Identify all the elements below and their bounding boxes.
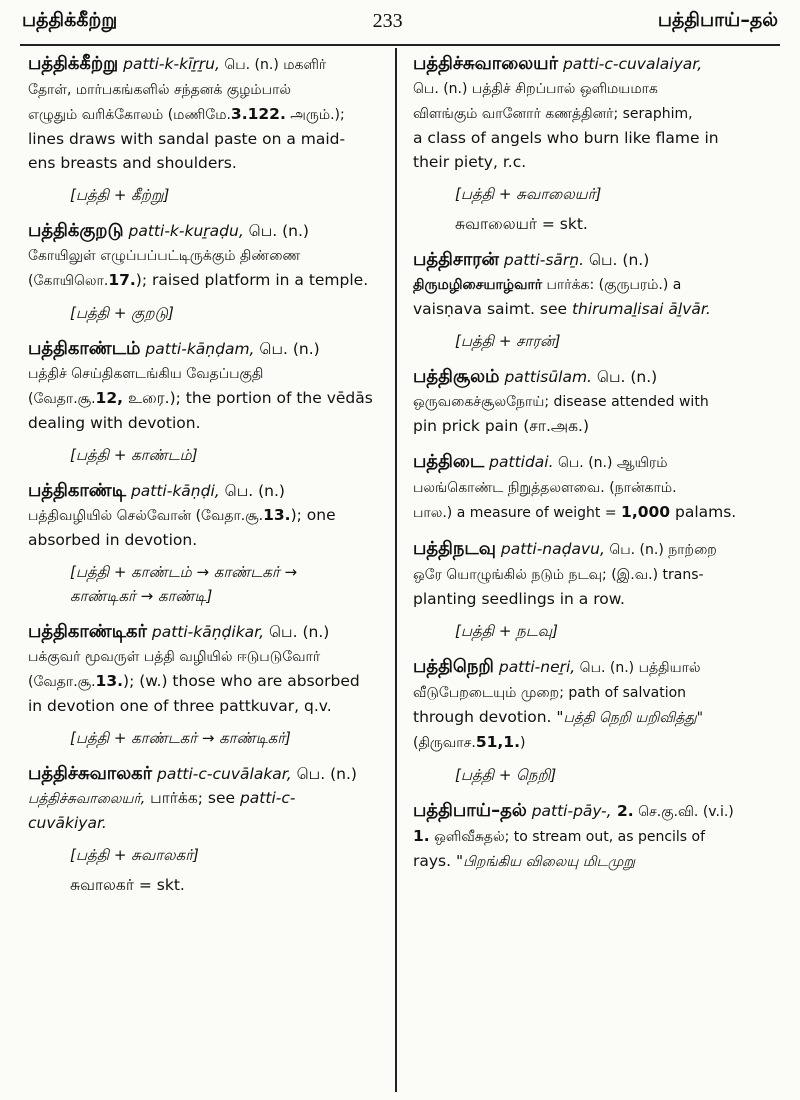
entry-text: their piety, r.c. — [413, 153, 527, 171]
entry-headword: பத்திகாண்டி — [28, 480, 127, 501]
left-running-headword: பத்திக்கீற்று — [22, 8, 118, 31]
entry-text: patti-k-kīṟṟu, — [118, 55, 220, 73]
entry-line — [413, 655, 775, 680]
entry-line — [413, 475, 775, 500]
dictionary-entry — [413, 537, 775, 643]
entry-text: patti-naḍavu, — [495, 540, 605, 558]
etymology-line: [பத்தி + காண்டம் → காண்டகர் → — [70, 563, 298, 581]
entry-line — [413, 248, 775, 272]
entry-line — [28, 762, 382, 786]
entry-headword: பத்திகாண்டம் — [28, 338, 141, 359]
entry-text: patti-c-cuvalaiyar, — [558, 55, 703, 73]
dictionary-entry — [28, 52, 382, 207]
entry-text: பெ. (n.) — [254, 340, 320, 358]
entry-text: 12, — [95, 389, 124, 407]
entry-text: 3.122. — [230, 105, 286, 123]
entry-headword: பத்திச்சுவாலகர் — [28, 763, 153, 784]
entry-text: எழுதும் வரிக்கோலம் (மணிமே. — [28, 107, 231, 123]
entry-headword: பத்திபாய்–தல் — [413, 800, 527, 821]
entry-text: ); (w.) those who are absorbed — [123, 672, 360, 690]
entry-line — [413, 849, 775, 874]
entry-line — [28, 268, 382, 293]
entry-text: பத்திச்சுவாலையர், — [28, 791, 146, 807]
entry-text: palams. — [670, 503, 737, 521]
dictionary-entry — [28, 337, 382, 467]
entry-line — [28, 644, 382, 669]
column-divider — [395, 48, 397, 1092]
entry-line — [413, 562, 775, 587]
entry-text: பெ. (n.) மகளிர் — [219, 57, 327, 73]
entry-line — [413, 705, 775, 730]
entry-etymology — [70, 726, 382, 750]
entry-etymology — [455, 182, 775, 206]
etymology-line: [பத்தி + காண்டகர் → காண்டிகர்] — [70, 729, 291, 747]
entry-text: ) — [519, 735, 526, 751]
entry-text: (வேதா.சூ. — [28, 674, 96, 690]
entry-line — [28, 219, 382, 243]
entry-line — [413, 680, 775, 705]
entry-text: பெ. (n.) — [264, 623, 330, 641]
entry-headword: பத்திக்குறடு — [28, 220, 124, 241]
entry-text: 51,1. — [475, 733, 520, 751]
entry-text: 13. — [95, 672, 124, 690]
entry-text: ஒரே யொழுங்கில் நடும் நடவு; (இ.வ.) trans- — [413, 567, 704, 583]
entry-text: (திருவாச. — [413, 735, 476, 751]
entry-headword: பத்திநடவு — [413, 538, 496, 559]
entry-line — [28, 503, 382, 528]
dictionary-entry — [413, 365, 775, 438]
entry-text: 13. — [263, 506, 291, 524]
dictionary-entry — [413, 248, 775, 353]
entry-text: பெ. (n.) — [291, 765, 357, 783]
entry-text: patti-kāṇḍikar, — [146, 623, 265, 641]
entry-line — [28, 102, 382, 127]
dictionary-entry — [413, 52, 775, 236]
entry-line — [413, 730, 775, 755]
entry-line — [28, 694, 382, 718]
entry-text: அரும்.); — [285, 107, 345, 123]
entry-line — [413, 389, 775, 414]
page-header — [22, 4, 778, 38]
entry-line — [28, 243, 382, 268]
entry-text: பிறங்கிய விலையு மிடமுறு — [463, 854, 636, 870]
etymology-line: [பத்தி + சுவாலையர்] — [455, 185, 602, 203]
etymology-line: [பத்தி + கீற்று] — [70, 186, 170, 204]
right-column — [413, 52, 775, 1100]
dictionary-entry — [28, 762, 382, 897]
entry-line — [28, 337, 382, 361]
entry-headword: பத்திசூலம் — [413, 366, 500, 387]
dictionary-entry — [413, 799, 775, 874]
dictionary-entry — [413, 450, 775, 525]
entry-line — [28, 528, 382, 552]
entry-text: patti-neṟi, — [493, 658, 576, 676]
entry-etymology — [455, 619, 775, 643]
entry-text: ); raised platform in a temple. — [135, 271, 369, 289]
etymology-line: [பத்தி + நெறி] — [455, 766, 557, 784]
entry-text: ens breasts and shoulders. — [28, 154, 237, 172]
entry-text: 17. — [108, 271, 136, 289]
entry-etymology — [70, 301, 382, 325]
entry-line — [28, 786, 382, 811]
entry-line — [413, 450, 775, 475]
entry-text: பெ. (n.) — [584, 251, 650, 269]
entry-line — [413, 52, 775, 76]
entry-text: cuvākiyar. — [28, 814, 107, 832]
entry-line — [28, 77, 382, 102]
entry-etymology — [70, 183, 382, 207]
header-rule — [20, 44, 780, 46]
entry-text: 1. — [413, 827, 430, 845]
entry-headword: பத்திடை — [413, 451, 485, 472]
entry-text: பெ. (n.) நாற்றை — [604, 542, 717, 558]
entry-text: pattidai. — [484, 453, 554, 471]
entry-text: பக்குவர் மூவருள் பத்தி வழியில் ஈடுபடுவோர் — [28, 649, 321, 665]
entry-etymology — [70, 560, 382, 608]
entry-line — [413, 414, 775, 438]
page-number: 233 — [372, 9, 403, 32]
entry-line — [28, 811, 382, 835]
entry-line — [413, 824, 775, 849]
entry-text: patti-pāy-, — [526, 802, 612, 820]
entry-text: planting seedlings in a row. — [413, 590, 625, 608]
entry-text: பால.) a measure of weight = — [413, 505, 622, 521]
right-running-headword: பத்திபாய்–தல் — [657, 8, 778, 31]
entry-text: 2. — [611, 802, 634, 820]
entry-text: dealing with devotion. — [28, 414, 201, 432]
entry-line — [413, 150, 775, 174]
entry-text: பெ. (n.) ஆயிரம் — [553, 455, 668, 471]
entry-text: patti-c- — [239, 789, 296, 807]
entry-text: patti-kāṇḍam, — [140, 340, 255, 358]
entry-line — [28, 52, 382, 77]
entry-text: thirumaḻisai āḻvār. — [571, 300, 711, 318]
entry-headword: பத்திநெறி — [413, 656, 494, 677]
etymology-line: காண்டிகர் → காண்டி] — [70, 587, 213, 605]
entry-line — [28, 669, 382, 694]
entry-text: patti-sārṉ. — [499, 251, 585, 269]
dictionary-entry — [413, 655, 775, 787]
entry-headword: பத்திச்சுவாலையர் — [413, 53, 559, 74]
entry-text: ஒளிவீசுதல்; to stream out, as pencils of — [429, 829, 706, 845]
entry-line — [413, 101, 775, 126]
entry-etymology — [70, 843, 382, 867]
entry-line — [413, 126, 775, 150]
entry-text: தோள், மார்பகங்களில் சந்தனக் குழம்பால் — [28, 82, 292, 98]
entry-headword: பத்திகாண்டிகர் — [28, 621, 147, 642]
entry-line — [413, 500, 775, 525]
entry-text: ஒருவகைச்சூலநோய்; disease attended with — [413, 394, 709, 410]
entry-text: vaisṇava saimt. see — [413, 300, 572, 318]
entry-line — [28, 361, 382, 386]
entry-text: பெ. (n.) பத்தியால் — [575, 660, 701, 676]
etymology-line: [பத்தி + சாரன்] — [455, 332, 561, 350]
entry-line — [413, 297, 775, 321]
entry-text: பெ. (n.) பத்திச் சிறப்பால் ஒளிமயமாக — [413, 81, 658, 97]
entry-line — [28, 127, 382, 151]
entry-text: விளங்கும் வானோர் கணத்தினர்; seraphim, — [413, 106, 693, 122]
entry-text: பலங்கொண்ட நிறுத்தலளவை. (நான்காம். — [413, 480, 677, 496]
entry-line — [28, 411, 382, 435]
etymology-line: [பத்தி + குறடு] — [70, 304, 174, 322]
entry-text: பத்தி நெறி யறிவித்து" — [563, 710, 704, 726]
entry-text: பார்க்க: (குருபரம்.) a — [542, 277, 682, 293]
entry-line — [413, 537, 775, 562]
entry-text: வீடுபேறடையும் முறை; path of salvation — [413, 685, 687, 701]
entry-etymology — [455, 763, 775, 787]
entry-text: absorbed in devotion. — [28, 531, 198, 549]
entry-text: through devotion. " — [413, 708, 564, 726]
entry-line — [413, 587, 775, 611]
entry-etymology — [455, 329, 775, 353]
entry-etymology — [70, 443, 382, 467]
entry-headword: பத்திக்கீற்று — [28, 53, 119, 74]
entry-text: (கோயிலொ. — [28, 273, 109, 289]
entry-text: பெ. (n.) — [592, 368, 658, 386]
entry-text: 1,000 — [621, 503, 671, 521]
entry-text: patti-k-kuṟaḍu, — [123, 222, 244, 240]
entry-text: பார்க்க; see — [145, 789, 240, 807]
entry-text: பத்திச் செய்திகளடங்கிய வேதப்பகுதி — [28, 366, 264, 382]
entry-text: பத்திவழியில் செல்வோன் (வேதா.சூ. — [28, 508, 264, 524]
entry-text: (வேதா.சூ. — [28, 391, 96, 407]
entry-text: பெ. (n.) — [219, 482, 285, 500]
dictionary-entry — [28, 479, 382, 608]
entry-line — [413, 76, 775, 101]
entry-note: சுவாலகர் = skt. — [70, 876, 185, 894]
entry-headword: பத்திசாரன் — [413, 249, 499, 270]
etymology-line: [பத்தி + நடவு] — [455, 622, 558, 640]
dictionary-entry — [28, 219, 382, 325]
entry-line — [413, 365, 775, 389]
entry-text: ); one — [290, 506, 336, 524]
entry-line — [413, 272, 775, 297]
etymology-line: [பத்தி + காண்டம்] — [70, 446, 198, 464]
entry-text: கோயிலுள் எழுப்பப்பட்டிருக்கும் திண்ணை — [28, 248, 301, 264]
entry-text: பெ. (n.) — [243, 222, 309, 240]
entry-text: rays. " — [413, 852, 464, 870]
entry-line — [28, 151, 382, 175]
entry-text: lines draws with sandal paste on a maid- — [28, 130, 346, 148]
entry-line — [413, 799, 775, 824]
entry-line — [28, 620, 382, 644]
entry-text: திருமழிசையாழ்வார் — [413, 277, 543, 293]
left-column — [28, 52, 382, 1100]
entry-text: உரை.); the portion of the vēdās — [123, 389, 373, 407]
entry-text: pattisūlam. — [499, 368, 592, 386]
entry-text: pin prick pain (சா.அக.) — [413, 417, 590, 435]
entry-line — [28, 386, 382, 411]
entry-line — [28, 479, 382, 503]
dictionary-entry — [28, 620, 382, 750]
entry-note: சுவாலையர் = skt. — [455, 215, 588, 233]
entry-text: patti-kāṇḍi, — [126, 482, 220, 500]
entry-text: செ.கு.வி. (v.i.) — [633, 804, 734, 820]
etymology-line: [பத்தி + சுவாலகர்] — [70, 846, 199, 864]
entry-text: patti-c-cuvālakar, — [152, 765, 292, 783]
entry-text: a class of angels who burn like flame in — [413, 129, 719, 147]
entry-text: in devotion one of three pattkuvar, q.v. — [28, 697, 332, 715]
